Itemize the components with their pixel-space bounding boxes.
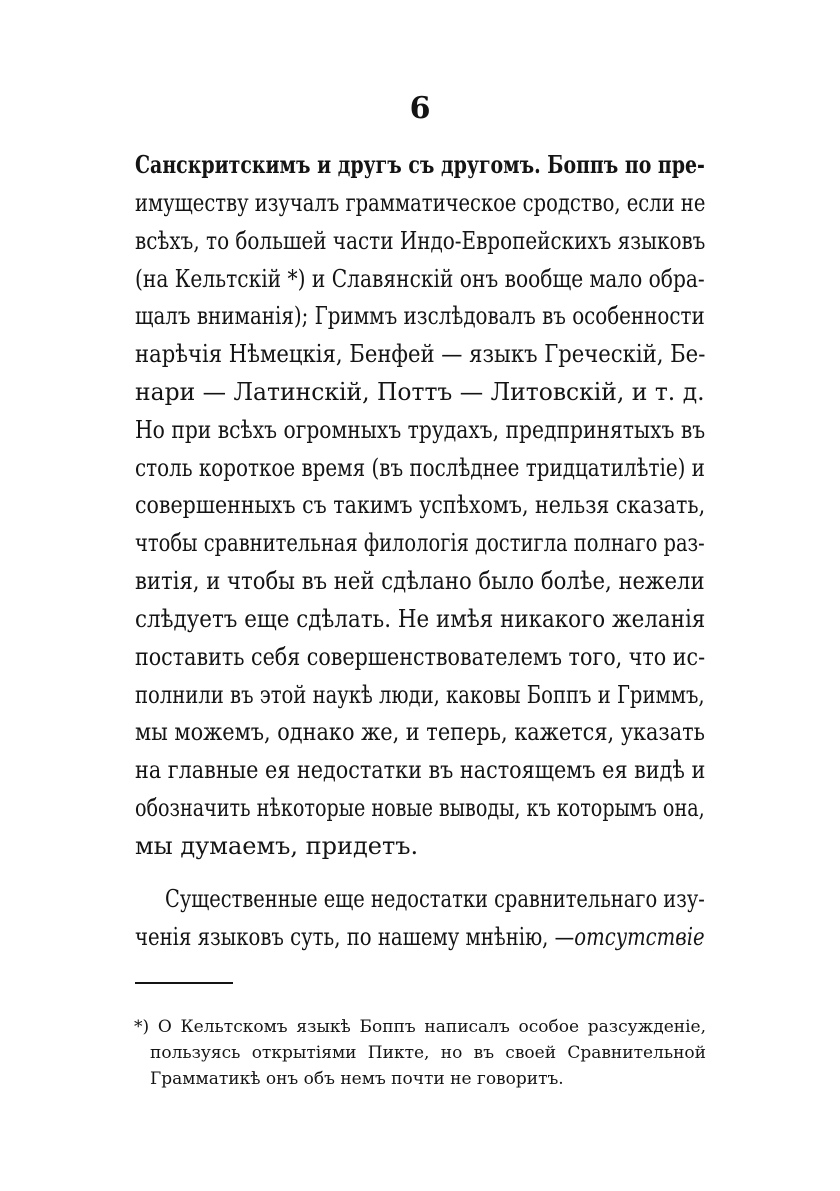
footnote-line: *) О Кельтскомъ языкѣ Боппъ написалъ особое разсужденіе,	[134, 1017, 706, 1037]
text-line-with-italic	[135, 922, 705, 952]
text-line: щалъ вниманія); Гриммъ изслѣдовалъ въ особенности	[135, 302, 705, 330]
text-line: нарѣчія Нѣмецкія, Бенфей — языкъ Греческій, Бе-	[135, 340, 706, 368]
text-line: обозначить нѣкоторые новые выводы, къ которымъ она,	[135, 794, 705, 822]
text-line: имуществу изучалъ грамматическое сродство, если не	[135, 189, 706, 217]
text-line: столь короткое время (въ послѣднее тридцатилѣтіе) и	[135, 454, 705, 482]
text-line: нари — Латинскій, Поттъ — Литовскій, и т. д.	[135, 378, 705, 406]
footnote-divider	[135, 982, 233, 984]
text-line: мы можемъ, однако же, и теперь, кажется, указать	[135, 718, 706, 746]
text-line: слѣдуетъ еще сдѣлать. Не имѣя никакого желанія	[135, 605, 706, 633]
text-line: совершенныхъ съ такимъ успѣхомъ, нельзя сказать,	[135, 491, 706, 519]
text-line: Но при всѣхъ огромныхъ трудахъ, предпринятыхъ въ	[135, 416, 706, 444]
text-line: всѣхъ, то большей части Индо-Европейскихъ языковъ	[135, 227, 706, 255]
text-line: (на Кельтскій *) и Славянскій онъ вообще мало обра-	[135, 265, 705, 293]
text-line: поставить себя совершенствователемъ того, что ис-	[135, 643, 706, 671]
text-line-last: мы думаемъ, придетъ.	[135, 832, 419, 860]
text-span: ченія языковъ суть, по нашему мнѣнію, —	[135, 923, 575, 951]
text-line: на главные ея недостатки въ настоящемъ ея видѣ и	[135, 756, 706, 784]
text-line: Существенные еще недостатки сравнительнаго изу-	[165, 885, 705, 913]
page-number: 6	[409, 91, 431, 126]
footnote-line: пользуясь открытіями Пикте, но въ своей Сравнительной	[150, 1043, 706, 1063]
text-line: витія, и чтобы въ ней сдѣлано было болѣе, нежели	[135, 567, 705, 595]
italic-word: отсутствіе	[574, 923, 705, 951]
text-line: полнили въ этой наукѣ люди, каковы Боппъ и Гриммъ,	[135, 681, 705, 709]
footnote-line-last: Грамматикѣ онъ объ немъ почти не говоритъ.	[150, 1069, 564, 1089]
text-line: Санскритскимъ и другъ съ другомъ. Боппъ по пре-	[135, 150, 705, 179]
text-line: чтобы сравнительная филологія достигла полнаго раз-	[135, 529, 705, 557]
